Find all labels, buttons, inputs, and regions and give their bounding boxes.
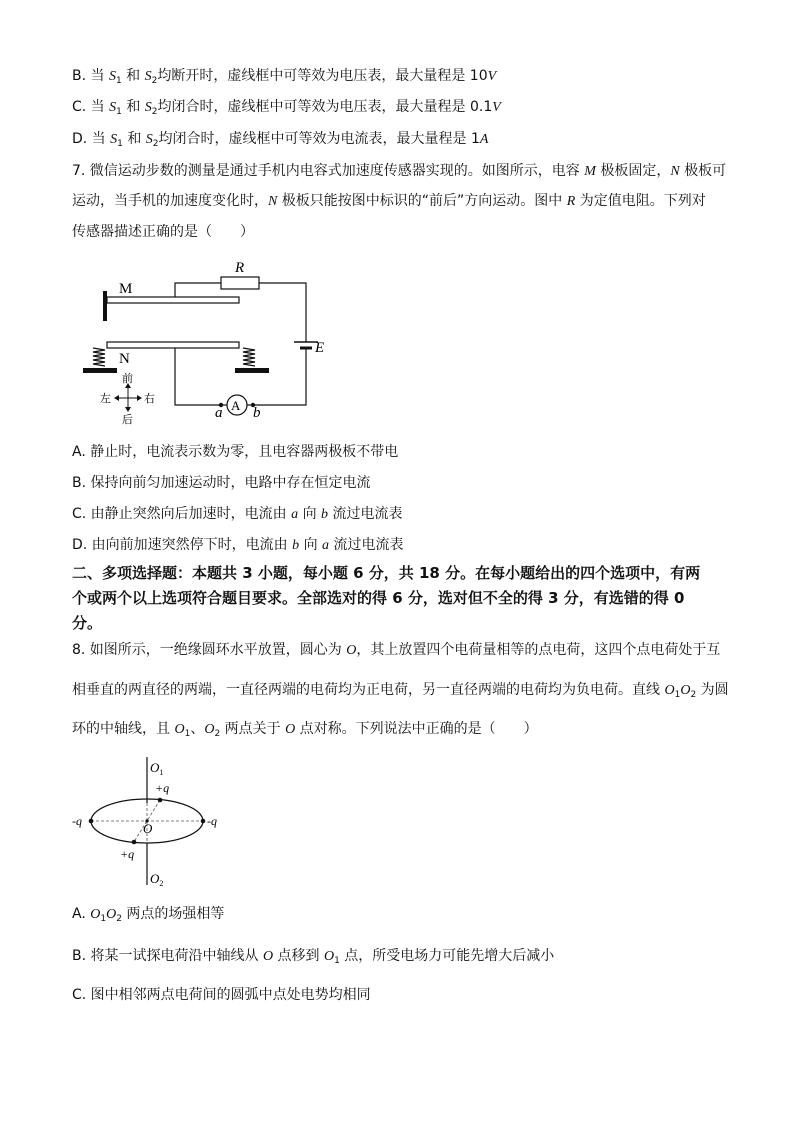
charge-left-dot [89,819,94,824]
charge-top-dot [158,798,163,803]
charge-left-label: -q [72,814,82,828]
q7-option-b: B. 保持向前匀加速运动时，电路中存在恒定电流 [72,475,371,491]
wire-m-to-r [175,283,221,297]
label-o1: $O_1$ [150,760,164,777]
charge-right-dot [201,819,206,824]
capacitor-circuit-figure [75,255,345,430]
label-r: R [235,260,245,276]
dir-back: 后 [122,413,133,426]
q8-option-a: A. $O_1O_2$ 两点的场强相等 [72,906,225,924]
q6-option-d: D. 当 $S_1$ 和 $S_2$均闭合时，虚线框中可等效为电流表，最大量程是 1A [72,131,489,149]
q6-option-c: C. 当 $S_1$ 和 $S_2$均闭合时，虚线框中可等效为电压表，最大量程是 0.1V [72,99,501,117]
section2-heading-line2: 个或两个以上选项符合题目要求。全部选对的得 6 分，选对但不全的得 3 分，有选错的得 0 [72,589,685,607]
wire-battery-to-b [253,348,306,405]
dir-front: 前 [122,372,133,385]
label-e: E [315,340,325,356]
label-o: O [143,821,153,836]
label-m: M [119,281,133,297]
section2-heading-line3: 分。 [72,614,103,632]
q6-option-b: B. 当 $S_1$ 和 $S_2$均断开时，虚线框中可等效为电压表，最大量程是 10V [72,68,497,86]
q7-option-a: A. 静止时，电流表示数为零，且电容器两极板不带电 [72,444,399,460]
q8-option-c: C. 图中相邻两点电荷间的圆弧中点处电势均相同 [72,987,371,1003]
charge-right-label: -q [207,814,217,828]
q8-stem-line2: 相垂直的两直径的两端，一直径两端的电荷均为正电荷，另一直径两端的电荷均为负电荷。直线 $O_1O_2$ 为圆 [72,682,729,700]
label-b: b [253,405,261,421]
label-o2: $O_2$ [150,871,164,888]
dir-right: 右 [144,392,155,405]
m-plate [107,297,239,303]
q7-option-c: C. 由静止突然向后加速时，电流由 a 向 b 流过电流表 [72,506,403,522]
right-spring-base [235,368,269,373]
q8-option-b: B. 将某一试探电荷沿中轴线从 O 点移到 $O_1$ 点，所受电场力可能先增大后减小 [72,948,555,966]
wire-n-to-a [175,348,221,405]
charge-bottom-dot [132,840,137,845]
q7-option-d: D. 由向前加速突然停下时，电流由 b 向 a 流过电流表 [72,537,404,553]
label-ammeter: A [231,398,241,413]
q8-stem-line3: 环的中轴线，且 $O_1$、$O_2$ 两点关于 O 点对称。下列说法中正确的是（ ） [72,721,538,739]
charge-top-label: +q [155,781,170,795]
resistor-r [221,277,259,289]
q7-stem-line1: 7. 微信运动步数的测量是通过手机内电容式加速度传感器实现的。如图所示，电容 M 极板固定，N 极板可 [72,163,727,179]
wire-r-to-battery [259,283,306,342]
left-spring [93,348,105,366]
dir-left: 左 [100,392,111,405]
label-n: N [119,351,130,367]
section2-heading-line1: 二、多项选择题：本题共 3 小题，每小题 6 分，共 18 分。在每小题给出的四个选项中，有两 [72,564,701,582]
q7-stem-line2: 运动，当手机的加速度变化时，N 极板只能按图中标识的“前后”方向运动。图中 R 为定值电阻。下列对 [72,193,706,209]
right-spring [243,348,255,366]
charge-bottom-label: +q [120,847,135,861]
q7-stem-line3: 传感器描述正确的是（ ） [72,224,254,240]
charged-ring-figure [70,755,230,890]
n-plate [107,342,239,348]
q8-stem-line1: 8. 如图所示，一绝缘圆环水平放置，圆心为 O，其上放置四个电荷量相等的点电荷，这四个点电荷处于互 [72,642,721,658]
m-wall [103,291,107,321]
label-a: a [215,405,223,421]
left-spring-base [83,368,117,373]
